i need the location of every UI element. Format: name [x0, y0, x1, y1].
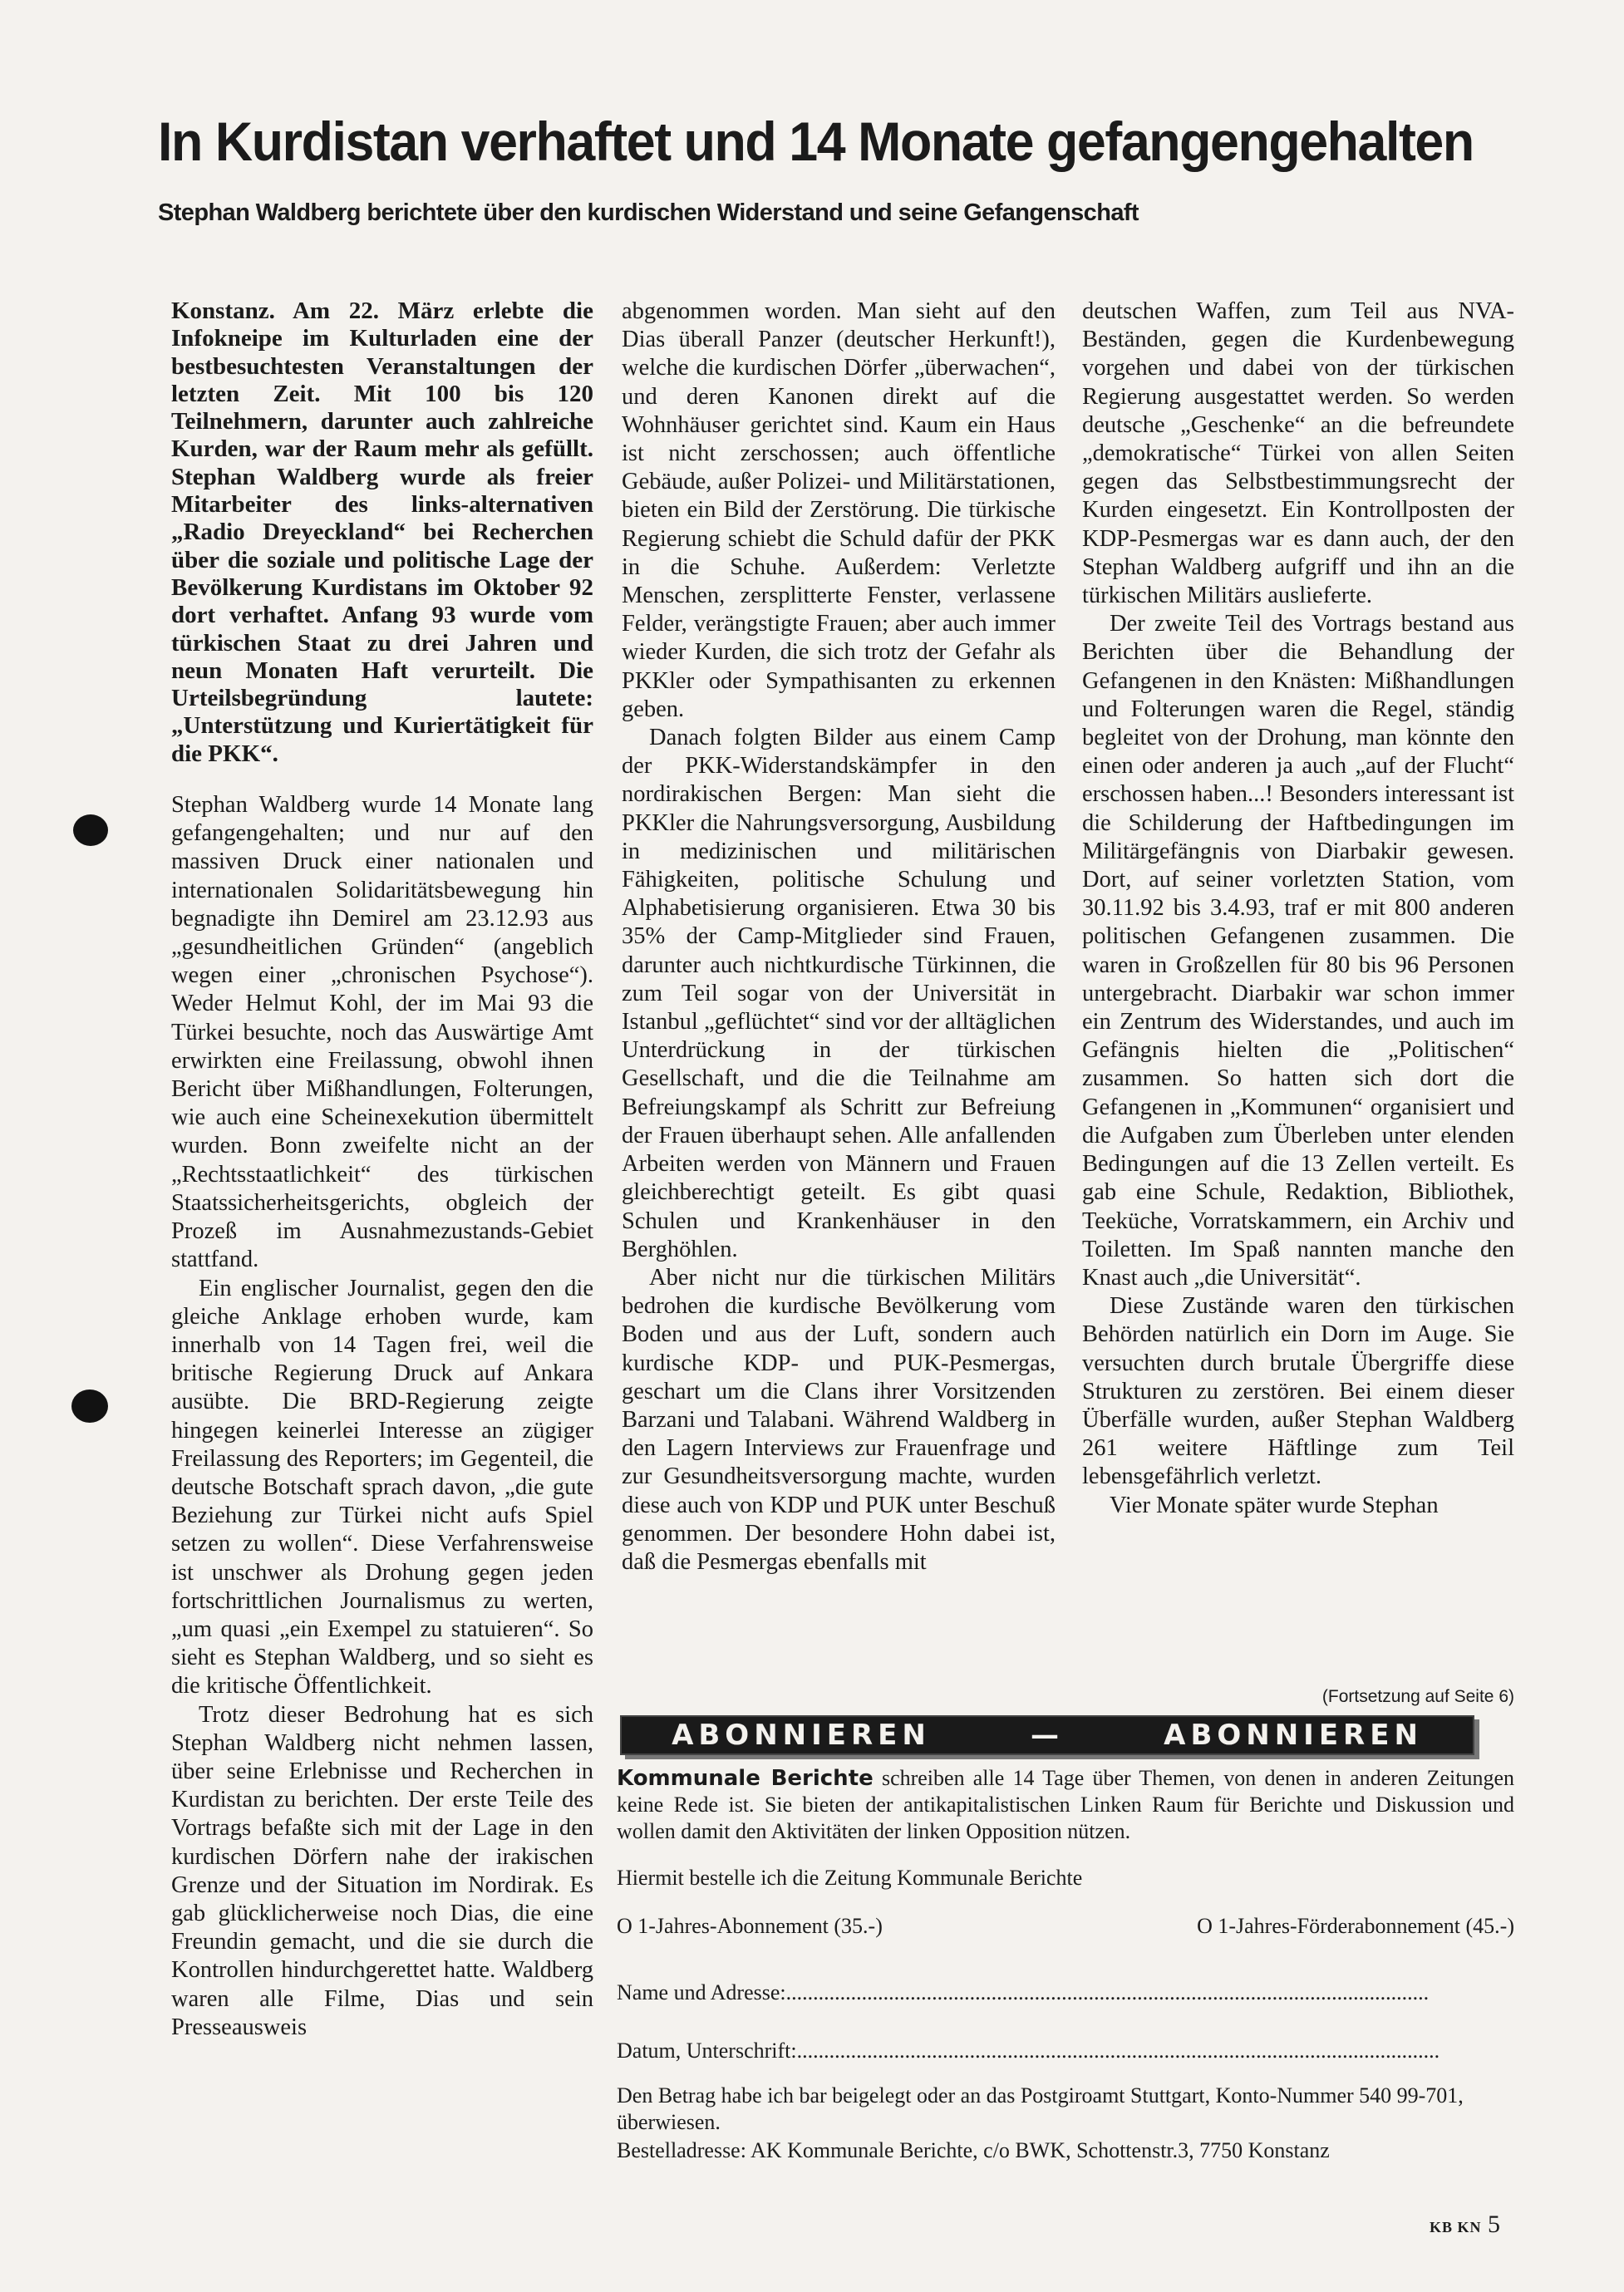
order-address: Bestelladresse: AK Kommunale Berichte, c/o BWK, Schottenstr.3, 7750 Konstanz: [617, 2138, 1330, 2162]
banner-text-left: ABONNIEREN: [672, 1719, 931, 1752]
subscription-intro: [617, 1765, 1514, 1845]
name-address-field[interactable]: [617, 1980, 1514, 2006]
body-paragraph: Danach folgten Bilder aus einem Camp der PKK-Widerstandskämpfer in den nordirakischen Bergen: Man sieht die PKKler die Nahrungsversorgung, Ausbildung in medizinischen und militärischen Fähigkeiten, politische Schulung und Alphabetisierung organisieren. Etwa 30 bis 35% der Camp-Mitglieder sind Frauen, darunter auch nichtkurdische Türkinnen, die zum Teil sogar von der Universität in Istanbul „geflüchtet“ sind vor der alltäglichen Unterdrückung in der türkischen Gesellschaft, und die die Teilnahme am Befreiungskampf als Schritt zur Befreiung der Frauen überhaupt sehen. Alle anfallenden Arbeiten werden von Männern und Frauen gleichberechtigt geteilt. Es gibt quasi Schulen und Krankenhäuser in den Berghöhlen.: [622, 725, 1056, 1262]
page-footer: [1430, 2211, 1500, 2239]
subscription-options: [617, 1913, 1514, 1940]
body-paragraph: deutschen Waffen, zum Teil aus NVA-Beständen, gegen die Kurdenbewegung vorgehen und dabei von der türkischen Regierung ausgestattet werden. So werden deutsche „Geschenke“ an die befreundete „demokratische“ Türkei von allen Seiten gegen das Selbstbestimmungsrecht der Kurden eingesetzt. Ein Kontrollposten der KDP-Pesmergas war es dann auch, der den Stephan Waldberg aufgriff und ihn an die türkischen Militärs auslieferte.: [1082, 298, 1514, 609]
option-supporter-subscription[interactable]: O 1-Jahres-Förderabonnement (45.-): [1197, 1914, 1514, 1938]
punch-hole-top: [73, 814, 108, 846]
headline: In Kurdistan verhaftet und 14 Monate gefangengehalten: [158, 111, 1474, 172]
body-paragraph: Trotz dieser Bedrohung hat es sich Stephan Waldberg nicht nehmen lassen, über seine Erlebnisse und Recherchen in Kurdistan zu berichten. Der erste Teile des Vortrags befaßte sich mit der Lage in den kurdischen Dörfern nahe der irakischen Grenze und der Situation im Nordirak. Es gab glücklicherweise noch Dias, die eine Freundin gemacht, und die sie durch die Kontrollen hindurchgerettet hatte. Waldberg waren alle Filme, Dias und sein Presseausweis: [171, 1701, 593, 2040]
lead-paragraph: Konstanz. Am 22. März erlebte die Infokneipe im Kulturladen eine der bestbesuchtesten Veranstaltungen der letzten Zeit. Mit 100 bis 120 Teilnehmern, darunter auch zahlreiche Kurden, war der Raum mehr als gefüllt. Stephan Waldberg wurde als freier Mitarbeiter des links-alternativen „Radio Dreyeckland“ bei Recherchen über die soziale und politische Lage der Bevölkerung Kurdistans im Oktober 92 dort verhaftet. Anfang 93 wurde vom türkischen Staat zu drei Jahren und neun Monaten Haft verurteilt. Die Urteilsbegründung lautete: „Unterstützung und Kuriertätigkeit für die PKK“.: [171, 298, 593, 767]
subscription-banner: [620, 1715, 1474, 1755]
body-paragraph: Stephan Waldberg wurde 14 Monate lang gefangengehalten; und nur auf den massiven Druck einer nationalen und internationalen Solidaritätsbewegung hin begnadigte ihn Demirel am 23.12.93 aus „gesundheitlichen Gründen“ (angeblich wegen einer „chronischen Psychose“). Weder Helmut Kohl, der im Mai 93 die Türkei besuchte, noch das Auswärtige Amt erwirkten eine Freilassung, obwohl ihnen Bericht über Mißhandlungen, Folterungen, wie auch eine Scheinexekution übermittelt wurden. Bonn zweifelte nicht an der „Rechtsstaatlichkeit“ des türkischen Staatssicherheitsgerichts, obgleich der Prozeß im Ausnahmezustands-Gebiet stattfand.: [171, 792, 593, 1273]
banner-text-right: ABONNIEREN: [1164, 1719, 1423, 1752]
page-number: 5: [1488, 2211, 1501, 2238]
name-address-label: Name und Adresse:: [617, 1980, 786, 2004]
continuation-note: (Fortsetzung auf Seite 6): [1321, 1687, 1514, 1706]
dotted-line: .......................................................................................................................: [785, 1980, 1430, 2004]
option-standard-subscription[interactable]: O 1-Jahres-Abonnement (35.-): [617, 1914, 883, 1938]
body-paragraph: Vier Monate später wurde Stephan: [1110, 1492, 1439, 1518]
body-paragraph: Aber nicht nur die türkischen Militärs bedrohen die kurdische Bevölkerung vom Boden und aus der Luft, sondern auch kurdische KDP- und PUK-Pesmergas, geschart um die Clans ihrer Vorsitzenden Barzani und Talabani. Während Waldberg in den Lagern Interviews zur Frauenfrage und zur Gesundheitsversorgung machte, wurden diese auch von KDP und PUK unter Beschuß genommen. Der besondere Hohn dabei ist, daß die Pesmergas ebenfalls mit: [622, 1264, 1056, 1575]
article-column-3: [1082, 298, 1514, 1520]
edition-label: KB KN: [1430, 2219, 1482, 2235]
body-paragraph: Ein englischer Journalist, gegen den die gleiche Anklage erhoben wurde, kam innerhalb von 14 Tagen frei, weil die britische Regierung Druck auf Ankara ausübte. Die BRD-Regierung zeigte hingegen keinerlei Interesse an zügiger Freilassung des Reporters; im Gegenteil, die deutsche Botschaft sprach davon, „die gute Beziehung zur Türkei nicht aufs Spiel setzen zu wollen“. Diese Verfahrensweise ist unschwer als Drohung gegen jeden fortschrittlichen Journalismus zu werten, „um quasi „ein Exempel zu statuieren“. So sieht es Stephan Waldberg, und so sieht es die kritische Öffentlichkeit.: [171, 1275, 593, 1699]
banner-dash: —: [1030, 1719, 1064, 1752]
article-column-1: [171, 298, 593, 2042]
subscription-form: [617, 1765, 1514, 2164]
body-paragraph: Diese Zustände waren den türkischen Behörden natürlich ein Dorn im Auge. Sie versuchten durch brutale Übergriffe diese Strukturen zu zerstören. Bei einem dieser Überfälle wurden, außer Stephan Waldberg 261 weitere Häftlinge zum Teil lebensgefährlich verletzt.: [1082, 1293, 1514, 1490]
payment-note: Den Betrag habe ich bar beigelegt oder an das Postgiroamt Stuttgart, Konto-Nummer 540 99-701, überwiesen.: [617, 2083, 1464, 2134]
order-line: Hiermit bestelle ich die Zeitung Kommunale Berichte: [617, 1866, 1083, 1890]
body-paragraph: Der zweite Teil des Vortrags bestand aus Berichten über die Behandlung der Gefangenen in den Knästen: Mißhandlungen und Folterungen waren die Regel, ständig begleitet von der Drohung, man könnte den einen oder anderen ja auch „auf der Flucht“ erschossen haben...! Besonders interessant ist die Schilderung der Haftbedingungen im Militärgefängnis von Diarbakir gewesen. Dort, auf seiner vorletzten Station, vom 30.11.92 bis 3.4.93, traf er mit 800 anderen politischen Gefangenen zusammen. Die waren in Großzellen für 80 bis 96 Personen untergebracht. Diarbakir war schon immer ein Zentrum des Widerstandes, und auch im Gefängnis hielten die „Politischen“ zusammen. So hatten sich dort die Gefangenen in „Kommunen“ organisiert und die Aufgaben zum Überleben unter elenden Bedingungen auf die 13 Zellen verteilt. Es gab eine Schule, Redaktion, Bibliothek, Teeküche, Vorratskammern, ein Archiv und Toiletten. Im Spaß nannten manche den Knast auch „die Universität“.: [1082, 611, 1514, 1291]
date-signature-field[interactable]: [617, 2038, 1514, 2064]
article-column-2: [622, 298, 1056, 1576]
date-signature-label: Datum, Unterschrift:: [617, 2039, 797, 2063]
intro-text: schreiben alle 14 Tage über Themen, von denen in anderen Zeitungen keine Rede ist. Sie bieten der antikapitalistischen Linken Raum für Berichte und Diskussion und wollen damit den Aktivitäten der linken Opposition nützen.: [617, 1766, 1515, 1843]
subheadline: Stephan Waldberg berichtete über den kurdischen Widerstand und seine Gefangenschaft: [158, 199, 1139, 226]
dotted-line: .......................................................................................................................: [796, 2039, 1440, 2063]
body-paragraph: abgenommen worden. Man sieht auf den Dias überall Panzer (deutscher Herkunft!), welche die kurdischen Dörfer „überwachen“, und deren Kanonen direkt auf die Wohnhäuser gerichtet sind. Kaum ein Haus ist nicht zerschossen; auch öffentliche Gebäude, außer Polizei- und Militärstationen, bieten ein Bild der Zerstörung. Die türkische Regierung schiebt die Schuld dafür der PKK in die Schuhe. Außerdem: Verletzte Menschen, zersplitterte Fenster, verlassene Felder, verängstigte Frauen; aber auch immer wieder Kurden, die sich trotz der Gefahr als PKKler oder Sympathisanten zu erkennen geben.: [622, 298, 1056, 722]
punch-hole-bottom: [71, 1389, 108, 1423]
brand-name: Kommunale Berichte: [617, 1766, 874, 1791]
